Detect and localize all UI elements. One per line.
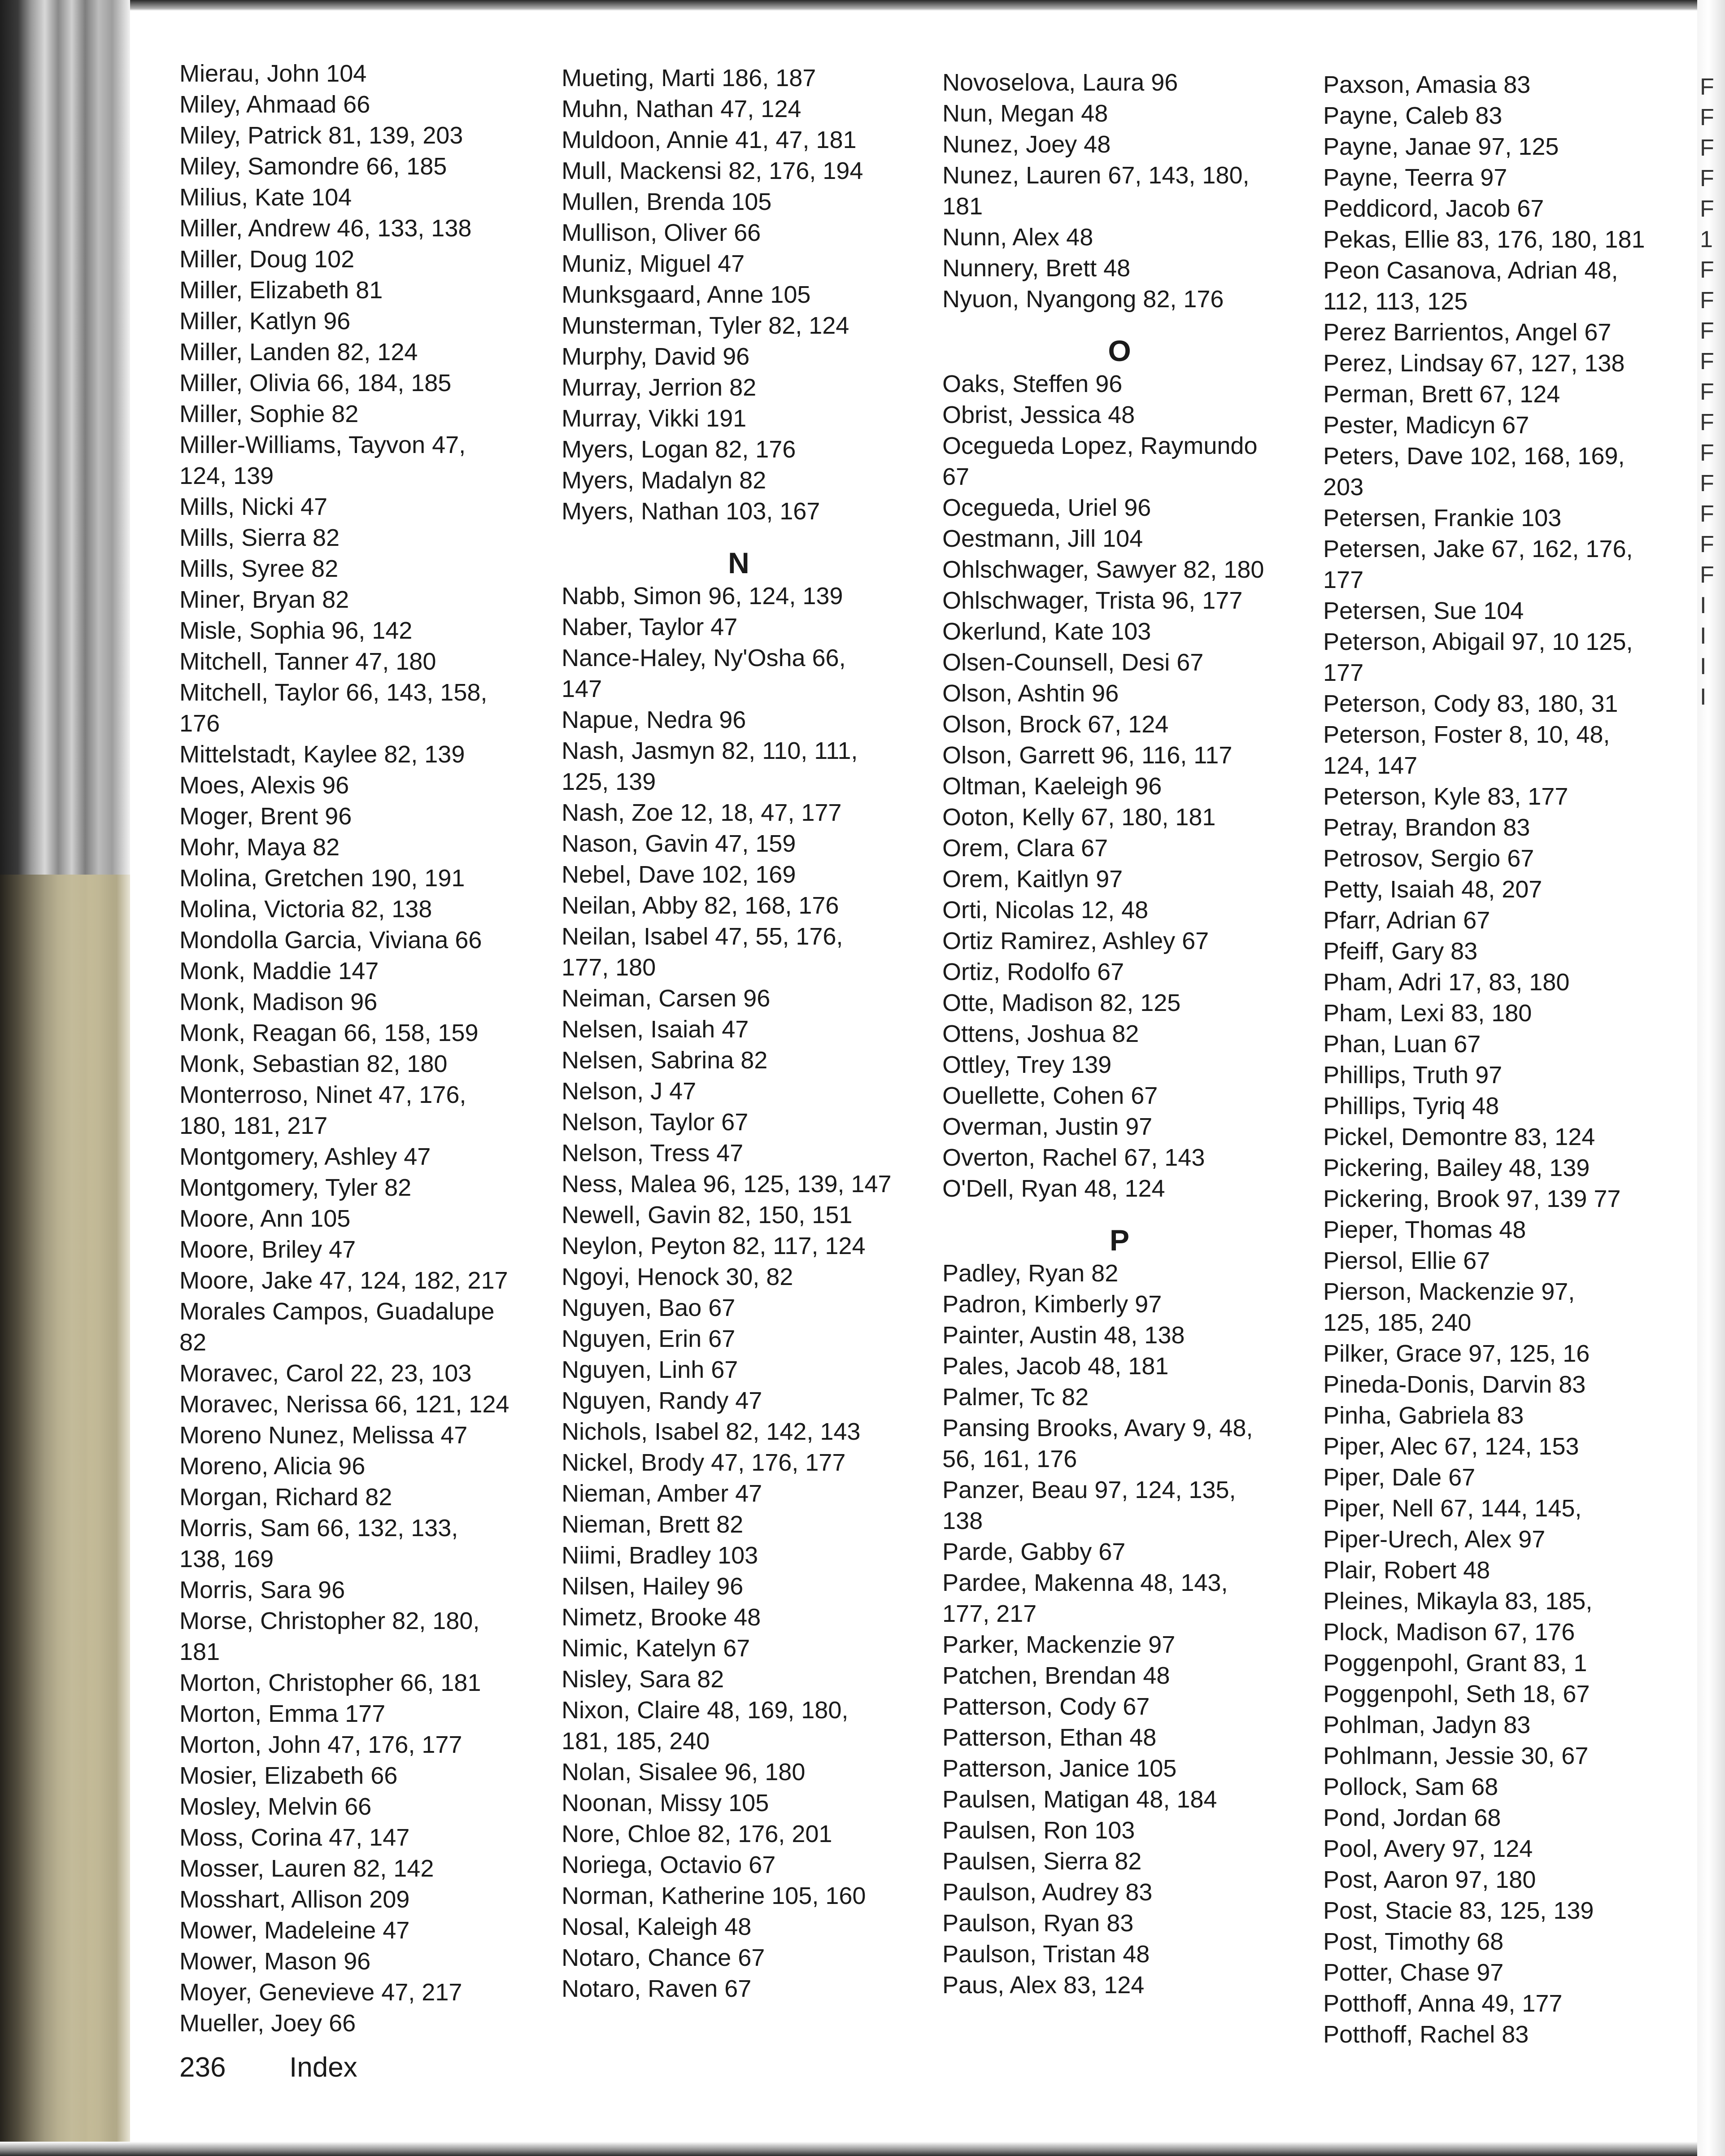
index-entry: Ohlschwager, Sawyer 82, 180 (942, 556, 1264, 583)
index-entry: Nguyen, Bao 67 (562, 1294, 736, 1321)
index-entry: Ooton, Kelly 67, 180, 181 (942, 804, 1216, 831)
index-entry: Ouellette, Cohen 67 (942, 1082, 1158, 1109)
index-entry-continuation: 112, 113, 125 (1323, 288, 1468, 315)
index-entry: Poggenpohl, Seth 18, 67 (1323, 1681, 1590, 1707)
index-entry: Oestmann, Jill 104 (942, 525, 1143, 552)
index-entry: Notaro, Raven 67 (562, 1975, 752, 2002)
index-entry: Parker, Mackenzie 97 (942, 1631, 1176, 1658)
index-entry: Okerlund, Kate 103 (942, 618, 1151, 645)
index-entry: Nixon, Claire 48, 169, 180, (562, 1697, 849, 1724)
index-entry: Nelsen, Sabrina 82 (562, 1047, 768, 1074)
index-entry: Mills, Nicki 47 (179, 493, 328, 520)
index-entry: Noonan, Missy 105 (562, 1790, 769, 1816)
adjacent-page-glyph: I (1700, 623, 1707, 649)
index-entry-continuation: 177 (1323, 566, 1364, 593)
index-entry: Post, Timothy 68 (1323, 1928, 1504, 1955)
index-entry: Nickel, Brody 47, 176, 177 (562, 1449, 846, 1476)
index-entry: Overton, Rachel 67, 143 (942, 1144, 1205, 1171)
index-entry: Paulson, Tristan 48 (942, 1941, 1150, 1968)
index-entry: Oaks, Steffen 96 (942, 370, 1123, 397)
index-entry-continuation: 181 (942, 193, 983, 220)
index-entry-continuation: 177, 217 (942, 1600, 1037, 1627)
index-entry: Peon Casanova, Adrian 48, (1323, 257, 1618, 284)
index-entry: Pfarr, Adrian 67 (1323, 907, 1490, 934)
index-entry: Padron, Kimberly 97 (942, 1291, 1162, 1318)
index-entry: Monk, Reagan 66, 158, 159 (179, 1019, 479, 1046)
adjacent-page-glyph: F (1700, 318, 1714, 344)
section-letter-heading: P (1109, 1224, 1130, 1257)
index-entry: Paulson, Ryan 83 (942, 1910, 1134, 1937)
index-entry: Payne, Janae 97, 125 (1323, 133, 1559, 160)
index-entry: Neilan, Isabel 47, 55, 176, (562, 923, 843, 950)
adjacent-page-glyph: F (1700, 105, 1714, 131)
index-entry: Nosal, Kaleigh 48 (562, 1913, 752, 1940)
index-entry: Pieper, Thomas 48 (1323, 1216, 1526, 1243)
index-entry: Ottley, Trey 139 (942, 1051, 1112, 1078)
index-entry: Mittelstadt, Kaylee 82, 139 (179, 741, 465, 768)
index-entry: Munsterman, Tyler 82, 124 (562, 312, 849, 339)
index-entry: Miller, Andrew 46, 133, 138 (179, 215, 472, 242)
index-entry: Patterson, Janice 105 (942, 1755, 1177, 1782)
index-entry: Potthoff, Anna 49, 177 (1323, 1990, 1563, 2017)
index-entry-continuation: 124, 139 (179, 462, 274, 489)
index-entry: Pickel, Demontre 83, 124 (1323, 1124, 1595, 1150)
index-entry: Molina, Gretchen 190, 191 (179, 865, 465, 892)
index-entry: Murphy, David 96 (562, 343, 750, 370)
index-entry: Ortiz Ramirez, Ashley 67 (942, 928, 1209, 954)
index-column-2 (562, 0, 916, 2108)
index-entry: Miller, Landen 82, 124 (179, 339, 418, 366)
index-entry: Myers, Logan 82, 176 (562, 436, 796, 463)
index-entry: Obrist, Jessica 48 (942, 401, 1135, 428)
index-entry: Piper-Urech, Alex 97 (1323, 1526, 1546, 1553)
index-entry: Moreno Nunez, Melissa 47 (179, 1422, 468, 1449)
index-entry: Pales, Jacob 48, 181 (942, 1353, 1169, 1380)
index-entry: Pekas, Ellie 83, 176, 180, 181 (1323, 226, 1645, 253)
index-entry: Morton, John 47, 176, 177 (179, 1731, 462, 1758)
index-entry: Paus, Alex 83, 124 (942, 1972, 1145, 1999)
adjacent-page-glyph: F (1700, 379, 1714, 405)
index-entry: Moore, Briley 47 (179, 1236, 356, 1263)
index-entry: Post, Aaron 97, 180 (1323, 1866, 1536, 1893)
page-number: 236 (179, 2052, 226, 2083)
section-letter-heading: O (1108, 334, 1131, 367)
index-entry: Munksgaard, Anne 105 (562, 281, 811, 308)
index-entry: Nelsen, Isaiah 47 (562, 1016, 749, 1043)
index-entry: Patterson, Ethan 48 (942, 1724, 1157, 1751)
index-entry: Novoselova, Laura 96 (942, 69, 1178, 96)
index-entry: Napue, Nedra 96 (562, 706, 746, 733)
index-entry: Pickering, Bailey 48, 139 (1323, 1154, 1590, 1181)
bottom-page-edge (0, 2142, 1725, 2156)
index-entry: Petrosov, Sergio 67 (1323, 845, 1534, 872)
index-entry: Pilker, Grace 97, 125, 16 (1323, 1340, 1590, 1367)
index-entry: Pardee, Makenna 48, 143, (942, 1569, 1228, 1596)
index-entry: Mueting, Marti 186, 187 (562, 65, 816, 91)
index-entry: Paxson, Amasia 83 (1323, 71, 1531, 98)
index-entry: Nelson, Taylor 67 (562, 1109, 749, 1136)
index-entry: Moyer, Genevieve 47, 217 (179, 1979, 462, 2006)
index-entry: Nguyen, Erin 67 (562, 1325, 736, 1352)
index-entry: Nilsen, Hailey 96 (562, 1573, 744, 1600)
index-entry-continuation: 67 (942, 463, 970, 490)
index-entry: Moes, Alexis 96 (179, 772, 349, 799)
index-entry: Nance-Haley, Ny'Osha 66, (562, 645, 846, 671)
index-entry: Perez Barrientos, Angel 67 (1323, 319, 1612, 346)
index-entry: Mullison, Oliver 66 (562, 219, 761, 246)
index-entry: Nelson, J 47 (562, 1078, 697, 1105)
index-entry: Noriega, Octavio 67 (562, 1851, 776, 1878)
index-entry: Otte, Madison 82, 125 (942, 989, 1181, 1016)
index-entry: Miller, Elizabeth 81 (179, 277, 383, 304)
index-entry: Phillips, Truth 97 (1323, 1062, 1503, 1089)
index-entry: Mierau, John 104 (179, 60, 367, 87)
index-entry: Ngoyi, Henock 30, 82 (562, 1263, 793, 1290)
index-entry: Neilan, Abby 82, 168, 176 (562, 892, 839, 919)
index-column-3 (942, 0, 1297, 2108)
index-entry: Parde, Gabby 67 (942, 1538, 1126, 1565)
index-entry: Monterroso, Ninet 47, 176, (179, 1081, 466, 1108)
index-entry: Myers, Nathan 103, 167 (562, 498, 820, 525)
index-entry: Notaro, Chance 67 (562, 1944, 765, 1971)
index-entry: Molina, Victoria 82, 138 (179, 896, 432, 923)
index-entry: Potthoff, Rachel 83 (1323, 2021, 1529, 2048)
index-entry: Morgan, Richard 82 (179, 1484, 392, 1511)
index-entry: Ocegueda Lopez, Raymundo (942, 432, 1258, 459)
index-entry: Mitchell, Taylor 66, 143, 158, (179, 679, 488, 706)
index-entry: Olson, Brock 67, 124 (942, 711, 1169, 738)
index-entry-continuation: 125, 139 (562, 768, 656, 795)
index-entry: Ortiz, Rodolfo 67 (942, 958, 1124, 985)
index-entry: Piper, Dale 67 (1323, 1464, 1476, 1491)
index-entry: Nason, Gavin 47, 159 (562, 830, 796, 857)
index-entry: Naber, Taylor 47 (562, 614, 738, 640)
index-entry: Piper, Nell 67, 144, 145, (1323, 1495, 1582, 1522)
index-entry: Ottens, Joshua 82 (942, 1020, 1139, 1047)
index-entry: Phillips, Tyriq 48 (1323, 1093, 1499, 1119)
index-entry: Nimic, Katelyn 67 (562, 1635, 750, 1662)
index-entry: Misle, Sophia 96, 142 (179, 617, 413, 644)
index-entry: Pohlman, Jadyn 83 (1323, 1712, 1531, 1738)
index-entry: Piper, Alec 67, 124, 153 (1323, 1433, 1579, 1460)
index-entry: Monk, Madison 96 (179, 989, 378, 1015)
index-entry: Morton, Emma 177 (179, 1700, 386, 1727)
index-entry: Moger, Brent 96 (179, 803, 352, 830)
index-entry: Nimetz, Brooke 48 (562, 1604, 761, 1631)
index-entry-continuation: 82 (179, 1329, 207, 1356)
section-label: Index (289, 2052, 357, 2083)
index-entry: Pierson, Mackenzie 97, (1323, 1278, 1575, 1305)
index-entry: Oltman, Kaeleigh 96 (942, 773, 1162, 800)
index-entry: Orem, Clara 67 (942, 835, 1108, 862)
index-entry: Miller, Katlyn 96 (179, 308, 351, 335)
index-entry: O'Dell, Ryan 48, 124 (942, 1175, 1165, 1202)
index-entry: Nore, Chloe 82, 176, 201 (562, 1821, 832, 1847)
adjacent-page-glyph: F (1700, 287, 1714, 314)
index-entry: Miller, Sophie 82 (179, 401, 359, 427)
index-entry: Muldoon, Annie 41, 47, 181 (562, 126, 857, 153)
index-entry: Padley, Ryan 82 (942, 1260, 1119, 1287)
index-entry: Palmer, Tc 82 (942, 1384, 1089, 1411)
index-entry: Olson, Garrett 96, 116, 117 (942, 742, 1233, 769)
index-entry: Nunez, Lauren 67, 143, 180, (942, 162, 1250, 189)
index-entry: Nash, Jasmyn 82, 110, 111, (562, 737, 858, 764)
adjacent-page-glyph: F (1700, 166, 1714, 192)
index-column-1 (179, 0, 534, 2108)
index-entry: Morris, Sam 66, 132, 133, (179, 1515, 458, 1542)
index-entry: Moravec, Nerissa 66, 121, 124 (179, 1391, 510, 1418)
index-entry: Olsen-Counsell, Desi 67 (942, 649, 1204, 676)
index-entry: Pollock, Sam 68 (1323, 1773, 1498, 1800)
index-entry-continuation: 176 (179, 710, 220, 737)
index-entry: Nunn, Alex 48 (942, 224, 1093, 251)
index-entry: Peterson, Abigail 97, 10 125, (1323, 628, 1633, 655)
index-entry: Nabb, Simon 96, 124, 139 (562, 583, 843, 610)
index-entry: Morse, Christopher 82, 180, (179, 1607, 480, 1634)
index-entry: Paulsen, Sierra 82 (942, 1848, 1142, 1875)
index-entry-continuation: 203 (1323, 474, 1364, 501)
index-entry: Petersen, Jake 67, 162, 176, (1323, 536, 1633, 562)
index-entry: Pleines, Mikayla 83, 185, (1323, 1588, 1593, 1615)
index-entry: Orem, Kaitlyn 97 (942, 866, 1123, 893)
index-entry: Morris, Sara 96 (179, 1577, 345, 1603)
index-entry: Myers, Madalyn 82 (562, 467, 767, 494)
index-entry-continuation: 177 (1323, 659, 1364, 686)
index-entry: Miley, Samondre 66, 185 (179, 153, 447, 180)
index-entry: Moore, Jake 47, 124, 182, 217 (179, 1267, 508, 1294)
index-entry: Nguyen, Linh 67 (562, 1356, 738, 1383)
index-entry: Pansing Brooks, Avary 9, 48, (942, 1415, 1253, 1442)
adjacent-page-glyph: F (1700, 196, 1714, 222)
adjacent-page-glyph: F (1700, 135, 1714, 161)
index-entry: Mohr, Maya 82 (179, 834, 340, 861)
index-entry: Panzer, Beau 97, 124, 135, (942, 1477, 1236, 1503)
index-entry: Moreno, Alicia 96 (179, 1453, 366, 1480)
adjacent-page-glyph: F (1700, 409, 1714, 436)
index-entry: Paulsen, Matigan 48, 184 (942, 1786, 1217, 1813)
index-entry: Plair, Robert 48 (1323, 1557, 1490, 1584)
index-entry: Mondolla Garcia, Viviana 66 (179, 927, 482, 954)
index-entry: Ohlschwager, Trista 96, 177 (942, 587, 1243, 614)
index-entry-continuation: 56, 161, 176 (942, 1446, 1077, 1472)
index-entry: Moore, Ann 105 (179, 1205, 351, 1232)
index-entry-continuation: 138, 169 (179, 1546, 274, 1572)
adjacent-page-fragment (1700, 72, 1725, 834)
index-entry: Nguyen, Randy 47 (562, 1387, 762, 1414)
index-entry: Nun, Megan 48 (942, 100, 1108, 127)
index-entry: Neiman, Carsen 96 (562, 985, 771, 1012)
index-entry-continuation: 125, 185, 240 (1323, 1309, 1472, 1336)
index-entry: Mower, Mason 96 (179, 1948, 371, 1975)
index-entry: Miller, Olivia 66, 184, 185 (179, 370, 452, 396)
index-entry: Overman, Justin 97 (942, 1113, 1153, 1140)
index-entry: Petty, Isaiah 48, 207 (1323, 876, 1542, 903)
adjacent-page-glyph: I (1700, 592, 1707, 618)
index-entry: Mills, Sierra 82 (179, 524, 340, 551)
adjacent-page-glyph: I (1700, 653, 1707, 679)
index-entry: Mills, Syree 82 (179, 555, 339, 582)
section-letter-heading: N (728, 546, 749, 579)
index-entry: Mosier, Elizabeth 66 (179, 1762, 398, 1789)
index-entry: Nash, Zoe 12, 18, 47, 177 (562, 799, 842, 826)
index-entry: Nelson, Tress 47 (562, 1140, 744, 1167)
index-entry: Nunez, Joey 48 (942, 131, 1111, 158)
index-entry: Orti, Nicolas 12, 48 (942, 897, 1149, 923)
index-entry: Peterson, Foster 8, 10, 48, (1323, 721, 1610, 748)
adjacent-page-glyph: F (1700, 348, 1714, 375)
index-entry: Phan, Luan 67 (1323, 1031, 1481, 1058)
index-entry: Muniz, Miguel 47 (562, 250, 745, 277)
index-entry: Mosser, Lauren 82, 142 (179, 1855, 434, 1882)
index-entry: Mull, Mackensi 82, 176, 194 (562, 157, 863, 184)
index-entry: Perman, Brett 67, 124 (1323, 381, 1560, 408)
index-entry: Ness, Malea 96, 125, 139, 147 (562, 1171, 892, 1198)
adjacent-page-glyph: I (1700, 684, 1707, 710)
index-entry: Milius, Kate 104 (179, 184, 352, 211)
index-entry: Nebel, Dave 102, 169 (562, 861, 796, 888)
index-entry: Nyuon, Nyangong 82, 176 (942, 286, 1224, 313)
index-entry: Pinha, Gabriela 83 (1323, 1402, 1524, 1429)
index-entry: Nunnery, Brett 48 (942, 255, 1131, 282)
index-entry: Neylon, Peyton 82, 117, 124 (562, 1233, 866, 1259)
index-entry: Pickering, Brook 97, 139 77 (1323, 1185, 1621, 1212)
index-entry: Muhn, Nathan 47, 124 (562, 96, 802, 122)
index-entry: Pham, Lexi 83, 180 (1323, 1000, 1532, 1027)
index-entry: Potter, Chase 97 (1323, 1959, 1504, 1986)
index-entry-continuation: 177, 180 (562, 954, 656, 981)
index-entry: Miller, Doug 102 (179, 246, 355, 273)
index-entry: Miller-Williams, Tayvon 47, (179, 431, 466, 458)
index-entry: Pester, Madicyn 67 (1323, 412, 1529, 439)
index-entry: Montgomery, Ashley 47 (179, 1143, 431, 1170)
index-entry: Morton, Christopher 66, 181 (179, 1669, 481, 1696)
index-entry: Nieman, Brett 82 (562, 1511, 744, 1538)
index-entry: Miner, Bryan 82 (179, 586, 349, 613)
adjacent-page-glyph: F (1700, 501, 1714, 527)
index-entry: Peterson, Kyle 83, 177 (1323, 783, 1568, 810)
index-entry: Painter, Austin 48, 138 (942, 1322, 1185, 1349)
index-entry: Peters, Dave 102, 168, 169, (1323, 443, 1625, 470)
index-entry: Monk, Maddie 147 (179, 958, 379, 984)
index-entry: Moravec, Carol 22, 23, 103 (179, 1360, 472, 1387)
index-entry: Pfeiff, Gary 83 (1323, 938, 1478, 965)
index-entry: Mower, Madeleine 47 (179, 1917, 410, 1944)
index-entry: Paulsen, Ron 103 (942, 1817, 1135, 1844)
index-entry: Patterson, Cody 67 (942, 1693, 1150, 1720)
index-entry: Pool, Avery 97, 124 (1323, 1835, 1533, 1862)
index-entry: Pham, Adri 17, 83, 180 (1323, 969, 1570, 996)
index-entry: Peterson, Cody 83, 180, 31 (1323, 690, 1618, 717)
index-entry: Petray, Brandon 83 (1323, 814, 1530, 841)
index-entry: Mueller, Joey 66 (179, 2010, 356, 2037)
index-column-4 (1323, 0, 1677, 2108)
index-entry: Olson, Ashtin 96 (942, 680, 1119, 707)
index-entry: Post, Stacie 83, 125, 139 (1323, 1897, 1594, 1924)
page-edge-tint (0, 875, 130, 2156)
index-entry: Morales Campos, Guadalupe (179, 1298, 495, 1325)
index-entry-continuation: 181 (179, 1638, 220, 1665)
index-entry: Poggenpohl, Grant 83, 1 (1323, 1650, 1587, 1677)
index-entry: Peddicord, Jacob 67 (1323, 195, 1544, 222)
adjacent-page-glyph: F (1700, 74, 1714, 100)
adjacent-page-glyph: F (1700, 440, 1714, 466)
index-entry-continuation: 147 (562, 675, 602, 702)
index-entry: Mullen, Brenda 105 (562, 188, 772, 215)
index-entry: Pohlmann, Jessie 30, 67 (1323, 1742, 1589, 1769)
index-entry: Niimi, Bradley 103 (562, 1542, 758, 1569)
index-entry: Nieman, Amber 47 (562, 1480, 762, 1507)
index-entry-continuation: 124, 147 (1323, 752, 1418, 779)
adjacent-page-glyph: F (1700, 257, 1714, 283)
index-entry: Nisley, Sara 82 (562, 1666, 724, 1693)
index-entry-continuation: 138 (942, 1507, 983, 1534)
adjacent-page-glyph: F (1700, 470, 1714, 497)
index-entry: Miley, Ahmaad 66 (179, 91, 370, 118)
index-entry: Payne, Teerra 97 (1323, 164, 1507, 191)
index-entry: Petersen, Sue 104 (1323, 597, 1524, 624)
index-entry: Monk, Sebastian 82, 180 (179, 1050, 448, 1077)
book-page-edges (0, 0, 130, 2156)
index-entry: Nichols, Isabel 82, 142, 143 (562, 1418, 861, 1445)
index-entry: Miley, Patrick 81, 139, 203 (179, 122, 463, 149)
adjacent-page-glyph: F (1700, 562, 1714, 588)
index-entry: Paulson, Audrey 83 (942, 1879, 1153, 1906)
adjacent-page-glyph: F (1700, 531, 1714, 558)
index-entry: Ocegueda, Uriel 96 (942, 494, 1151, 521)
index-entry: Mosshart, Allison 209 (179, 1886, 410, 1913)
index-entry: Moss, Corina 47, 147 (179, 1824, 410, 1851)
adjacent-page-glyph: 1 (1700, 226, 1713, 253)
index-entry-continuation: 181, 185, 240 (562, 1728, 710, 1755)
index-entry: Payne, Caleb 83 (1323, 102, 1503, 129)
index-entry-continuation: 180, 181, 217 (179, 1112, 328, 1139)
index-entry: Montgomery, Tyler 82 (179, 1174, 412, 1201)
index-entry: Perez, Lindsay 67, 127, 138 (1323, 350, 1625, 377)
index-entry: Petersen, Frankie 103 (1323, 505, 1562, 531)
index-entry: Murray, Vikki 191 (562, 405, 747, 432)
index-entry: Pond, Jordan 68 (1323, 1804, 1501, 1831)
index-entry: Patchen, Brendan 48 (942, 1662, 1170, 1689)
index-entry: Mosley, Melvin 66 (179, 1793, 372, 1820)
index-entry: Pineda-Donis, Darvin 83 (1323, 1371, 1586, 1398)
index-entry: Newell, Gavin 82, 150, 151 (562, 1202, 853, 1228)
index-entry: Norman, Katherine 105, 160 (562, 1882, 866, 1909)
index-entry: Nolan, Sisalee 96, 180 (562, 1759, 806, 1786)
index-entry: Murray, Jerrion 82 (562, 374, 757, 401)
index-entry: Mitchell, Tanner 47, 180 (179, 648, 436, 675)
index-entry: Piersol, Ellie 67 (1323, 1247, 1490, 1274)
index-entry: Plock, Madison 67, 176 (1323, 1619, 1575, 1646)
